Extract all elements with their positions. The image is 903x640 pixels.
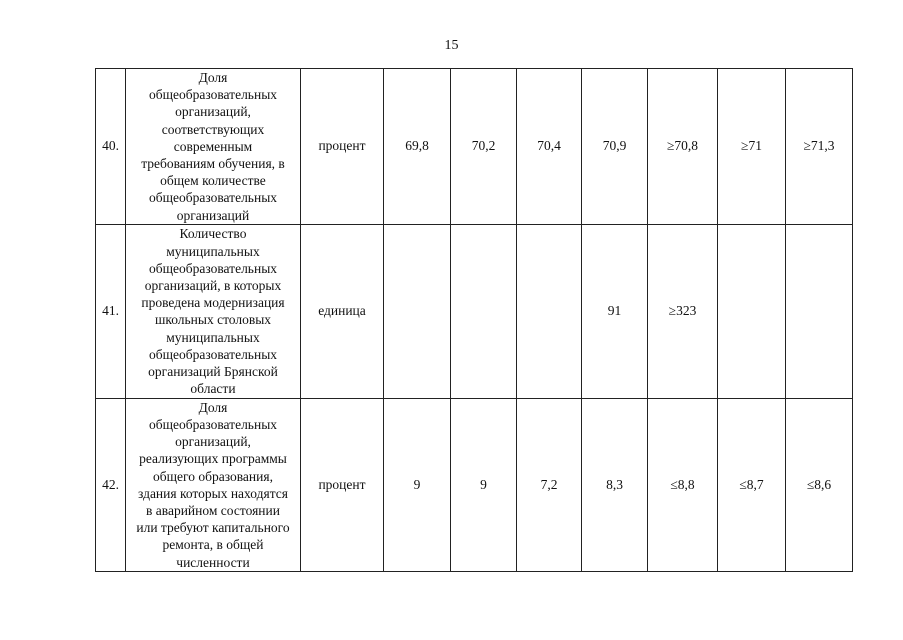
indicator-name-line: реализующих программы (139, 451, 287, 467)
unit-cell: единица (301, 224, 384, 398)
indicator-name-line: общеобразовательных (148, 190, 278, 206)
value-cell: 70,9 (582, 69, 648, 225)
indicator-name-line: организаций, (175, 434, 251, 450)
indicator-name-line: общеобразовательных (148, 346, 278, 362)
indicator-name-line: общего образования, (153, 468, 273, 484)
table-row (96, 398, 853, 571)
value-cell: ≥71,3 (786, 69, 853, 225)
indicator-name-line: организаций (176, 207, 250, 223)
value-cell: ≥71 (718, 69, 786, 225)
indicator-name-line: здания которых находятся (137, 485, 288, 501)
value-cell: 8,3 (582, 398, 648, 571)
row-number: 40. (96, 69, 126, 225)
value-cell (517, 224, 582, 398)
indicator-name-line: муниципальных (166, 329, 260, 345)
value-cell (384, 224, 451, 398)
value-cell: ≥323 (648, 224, 718, 398)
value-cell: 69,8 (384, 69, 451, 225)
indicator-name-line: общеобразовательных (148, 260, 278, 276)
indicator-name-line: Доля (198, 70, 228, 85)
indicator-name (126, 224, 301, 398)
indicator-name-line: школьных столовых (154, 312, 272, 328)
value-cell (718, 224, 786, 398)
value-cell: 70,4 (517, 69, 582, 225)
table-row (96, 224, 853, 398)
row-number: 42. (96, 398, 126, 571)
value-cell: 9 (451, 398, 517, 571)
value-cell: 91 (582, 224, 648, 398)
indicator-name-line: общеобразовательных (148, 417, 278, 433)
indicator-name-line: организаций, в которых (144, 277, 282, 293)
unit-cell: процент (301, 398, 384, 571)
value-cell: 70,2 (451, 69, 517, 225)
row-number: 41. (96, 224, 126, 398)
indicator-name-line: ремонта, в общей (162, 537, 264, 553)
value-cell: 9 (384, 398, 451, 571)
indicator-name-line: Доля (198, 399, 228, 415)
indicator-name-line: муниципальных (166, 243, 260, 259)
indicator-name-line: организаций, (175, 104, 251, 120)
indicator-name-line: современным (173, 138, 253, 154)
indicator-name-line: соответствующих (161, 121, 265, 137)
indicator-name-line: общем количестве (160, 173, 266, 189)
value-cell (786, 224, 853, 398)
unit-cell: процент (301, 69, 384, 225)
indicator-name-line: организаций Брянской (148, 363, 278, 379)
indicator-name (126, 398, 301, 571)
table-row (96, 69, 853, 225)
value-cell: ≤8,8 (648, 398, 718, 571)
value-cell (451, 224, 517, 398)
indicator-name-line: в аварийном состоянии (146, 503, 280, 519)
indicator-name-line: общеобразовательных (148, 87, 278, 103)
page-number: 15 (444, 38, 459, 53)
indicators-table (95, 68, 853, 572)
indicator-name-line: численности (176, 554, 250, 570)
value-cell: ≤8,6 (786, 398, 853, 571)
indicator-name (126, 69, 301, 225)
value-cell: 7,2 (517, 398, 582, 571)
indicator-name-line: Количество (179, 226, 247, 242)
value-cell: ≤8,7 (718, 398, 786, 571)
value-cell: ≥70,8 (648, 69, 718, 225)
indicator-name-line: или требуют капитального (136, 520, 290, 536)
indicator-name-line: области (190, 381, 236, 397)
indicator-name-line: проведена модернизация (141, 295, 285, 311)
indicator-name-line: требованиям обучения, в (141, 156, 285, 172)
